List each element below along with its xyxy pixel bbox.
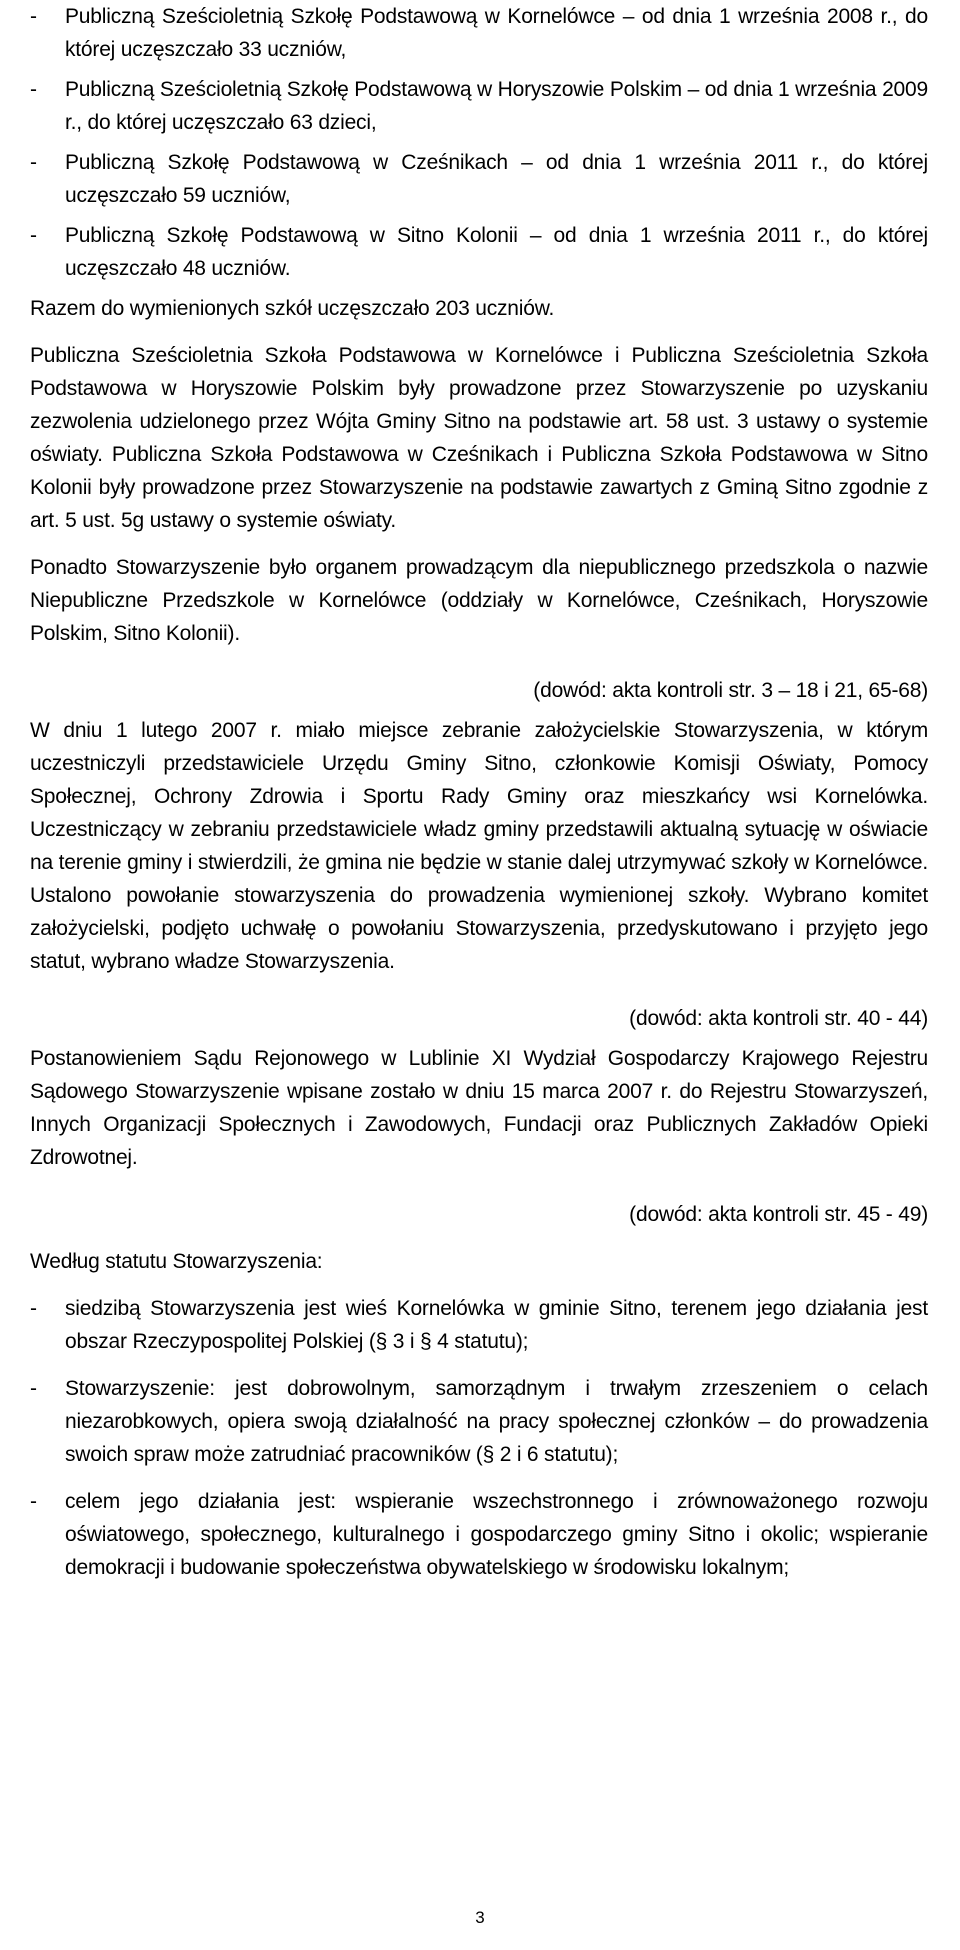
school-text: Publiczną Sześcioletnią Szkołę Podstawową w Horyszowie Polskim – od dnia 1 września 2009 r., do której uczęszczało 63 dzieci, <box>65 78 928 134</box>
paragraph-preschool: Ponadto Stowarzyszenie było organem prowadzącym dla niepublicznego przedszkola o nazwie Niepubliczne Przedszkole w Kornelówce (oddziały w Kornelówce, Cześnikach, Horyszowie Polskim, Sitno Kolonii). <box>30 556 928 645</box>
list-dash: - <box>30 5 37 28</box>
paragraph-founding: W dniu 1 lutego 2007 r. miało miejsce zebranie założycielskie Stowarzyszenia, w którym uczestniczyli przedstawiciele Urzędu Gminy Sitno, członkowie Komisji Oświaty, Pomocy Społecznej, Ochrony Zdrowia i Sportu Rady Gminy oraz mieszkańcy wsi Kornelówka. Uczestniczący w zebraniu przedstawiciele władz gminy przedstawili aktualną sytuację w oświacie na terenie gminy i stwierdzili, że gmina nie będzie w stanie dalej utrzymywać szkoły w Kornelówce. Ustalono powołanie stowarzyszenia do prowadzenia wymienionej szkoły. Wybrano komitet założycielski, podjęto uchwałę o powołaniu Stowarzyszenia, przedyskutowano i przyjęto jego statut, wybrano władze Stowarzyszenia. <box>30 719 928 973</box>
statute-text: siedzibą Stowarzyszenia jest wieś Kornelówka w gminie Sitno, terenem jego działania jest obszar Rzeczypospolitej Polskiej (§ 3 i § 4 statutu); <box>65 1297 928 1353</box>
evidence-note: (dowód: akta kontroli str. 40 - 44) <box>629 1007 928 1030</box>
evidence-note: (dowód: akta kontroli str. 3 – 18 i 21, 65-68) <box>533 679 928 702</box>
list-dash: - <box>30 151 37 174</box>
document-body <box>30 0 928 1584</box>
list-dash: - <box>30 224 37 247</box>
total-students: Razem do wymienionych szkół uczęszczało 203 uczniów. <box>30 297 555 320</box>
evidence-note: (dowód: akta kontroli str. 45 - 49) <box>629 1203 928 1226</box>
list-dash: - <box>30 1490 37 1513</box>
page-number: 3 <box>475 1908 485 1927</box>
school-list-item <box>30 146 928 212</box>
school-text: Publiczną Szkołę Podstawową w Cześnikach – od dnia 1 września 2011 r., do której uczęszczało 59 uczniów, <box>65 151 928 207</box>
school-text: Publiczną Sześcioletnią Szkołę Podstawową w Kornelówce – od dnia 1 września 2008 r., do której uczęszczało 33 uczniów, <box>65 5 928 61</box>
list-dash: - <box>30 78 37 101</box>
school-list-item <box>30 0 928 66</box>
school-text: Publiczną Szkołę Podstawową w Sitno Kolonii – od dnia 1 września 2011 r., do której uczęszczało 48 uczniów. <box>65 224 928 280</box>
paragraph-registry: Postanowieniem Sądu Rejonowego w Lublinie XI Wydział Gospodarczy Krajowego Rejestru Sądowego Stowarzyszenie wpisane zostało w dniu 15 marca 2007 r. do Rejestru Stowarzyszeń, Innych Organizacji Społecznych i Zawodowych, Fundacji oraz Publicznych Zakładów Opieki Zdrowotnej. <box>30 1047 928 1169</box>
statute-list-item <box>30 1372 928 1471</box>
statute-list-item <box>30 1292 928 1358</box>
paragraph-operation: Publiczna Sześcioletnia Szkoła Podstawowa w Kornelówce i Publiczna Sześcioletnia Szkoła Podstawowa w Horyszowie Polskim były prowadzone przez Stowarzyszenie po uzyskaniu zezwolenia udzielonego przez Wójta Gminy Sitno na podstawie art. 58 ust. 3 ustawy o systemie oświaty. Publiczna Szkoła Podstawowa w Cześnikach i Publiczna Szkoła Podstawowa w Sitno Kolonii były prowadzone przez Stowarzyszenie na podstawie zawartych z Gminą Sitno zgodnie z art. 5 ust. 5g ustawy o systemie oświaty. <box>30 344 928 532</box>
list-dash: - <box>30 1297 37 1320</box>
list-dash: - <box>30 1377 37 1400</box>
statute-intro: Według statutu Stowarzyszenia: <box>30 1250 323 1273</box>
school-list-item <box>30 73 928 139</box>
statute-text: Stowarzyszenie: jest dobrowolnym, samorządnym i trwałym zrzeszeniem o celach niezarobkowych, opiera swoją działalność na pracy społecznej członków – do prowadzenia swoich spraw może zatrudniać pracowników (§ 2 i 6 statutu); <box>65 1377 928 1466</box>
school-list-item <box>30 219 928 285</box>
statute-list-item <box>30 1485 928 1584</box>
statute-text: celem jego działania jest: wspieranie wszechstronnego i zrównoważonego rozwoju oświatowego, społecznego, kulturalnego i gospodarczego gminy Sitno i okolic; wspieranie demokracji i budowanie społeczeństwa obywatelskiego w środowisku lokalnym; <box>65 1490 928 1579</box>
